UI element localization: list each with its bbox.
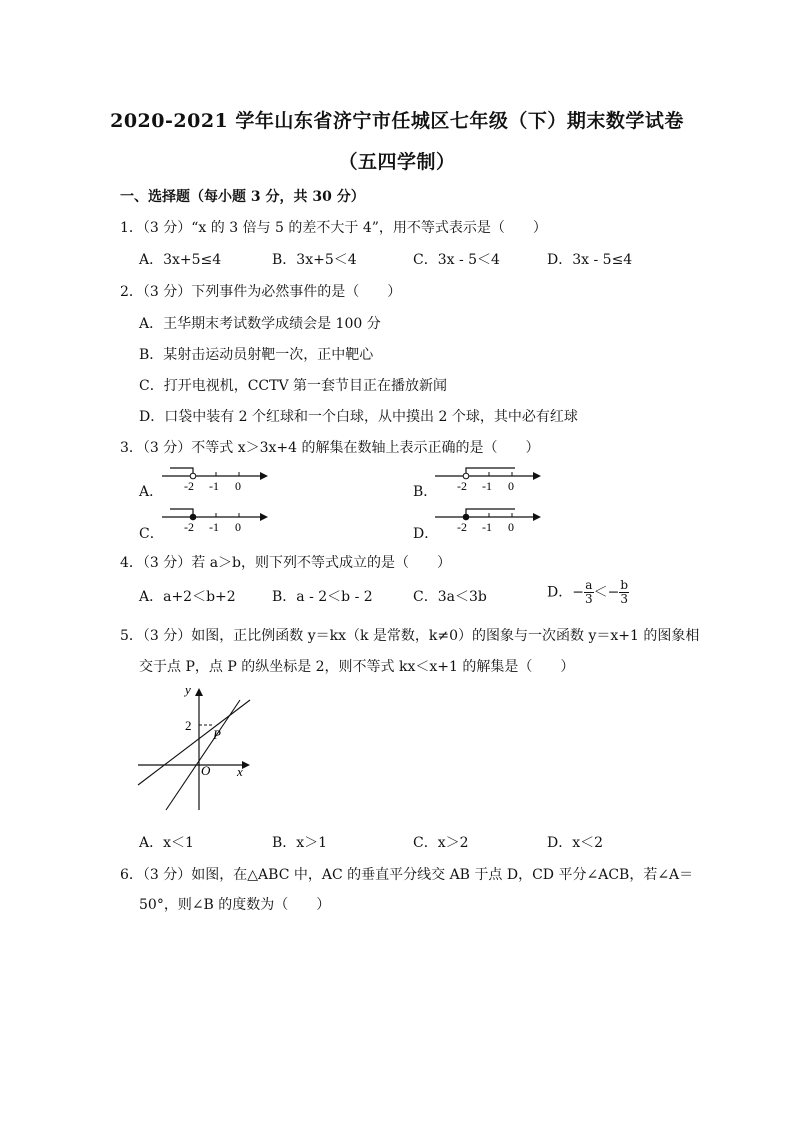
q1-option-b[interactable]: B．3x+5＜4 — [272, 252, 357, 268]
tick-label: -2 — [457, 520, 467, 534]
solution-bracket — [466, 509, 515, 517]
q3-numberline-b — [435, 462, 545, 496]
q1-option-d[interactable]: D．3x - 5≤4 — [547, 252, 633, 268]
tick-label: -2 — [184, 520, 194, 534]
point-p-label: P — [213, 727, 221, 742]
tick-label: 0 — [508, 479, 514, 493]
open-circle — [463, 473, 469, 479]
line-x-plus-1 — [138, 700, 250, 785]
solution-bracket — [170, 509, 193, 517]
question-6-stem-line2: 50°，则∠B 的度数为（ ） — [139, 897, 331, 913]
tick-label: 0 — [235, 520, 241, 534]
question-3-stem: 3．（3 分）不等式 x＞3x+4 的解集在数轴上表示正确的是（ ） — [120, 440, 540, 456]
x-axis-arrow — [242, 761, 250, 769]
q1-option-a[interactable]: A．3x+5≤4 — [139, 252, 222, 268]
q5-option-a[interactable]: A．x＜1 — [139, 835, 194, 851]
tick-label: -1 — [482, 520, 492, 534]
axis-arrow — [533, 513, 541, 521]
q5-graph-figure — [130, 680, 255, 815]
q1-option-c[interactable]: C．3x - 5＜4 — [413, 252, 500, 268]
q4-option-d[interactable] — [547, 579, 629, 606]
fraction-a-over-3 — [584, 579, 594, 606]
q4-option-c[interactable]: C．3a＜3b — [413, 589, 487, 605]
q3-option-c[interactable]: C． — [139, 526, 164, 542]
y-axis-arrow — [195, 688, 203, 696]
tick-label: 0 — [235, 479, 241, 493]
question-6-stem-line1: 6．（3 分）如图，在△ABC 中，AC 的垂直平分线交 AB 于点 D，CD 平分∠ACB，若∠A＝ — [120, 867, 694, 883]
question-1-stem: 1．（3 分）“x 的 3 倍与 5 的差不大于 4”，用不等式表示是（ ） — [120, 220, 547, 236]
axis-arrow — [533, 472, 541, 480]
page-title: 2020-2021 学年山东省济宁市任城区七年级（下）期末数学试卷 — [110, 110, 684, 132]
tick-label: -2 — [457, 479, 467, 493]
minus-sign: − — [572, 584, 584, 601]
question-5-stem-line1: 5．（3 分）如图，正比例函数 y＝kx（k 是常数，k≠0）的图象与一次函数 y＝x+1 的图象相 — [120, 628, 700, 644]
tick-label: -2 — [184, 479, 194, 493]
question-4-stem: 4．（3 分）若 a＞b，则下列不等式成立的是（ ） — [120, 555, 452, 571]
axis-arrow — [260, 513, 268, 521]
numerator: a — [585, 578, 593, 592]
y-value-label: 2 — [185, 718, 192, 733]
x-axis-label: x — [237, 764, 243, 779]
tick-label: -1 — [482, 479, 492, 493]
q4-option-d-label: D． — [547, 584, 573, 601]
q3-numberline-c — [162, 503, 272, 537]
q2-option-c[interactable]: C．打开电视机，CCTV 第一套节目正在播放新闻 — [139, 378, 448, 394]
q5-option-d[interactable]: D．x＜2 — [547, 835, 604, 851]
tick-label: -1 — [209, 479, 219, 493]
q3-numberline-d — [435, 503, 545, 537]
q3-option-b[interactable]: B． — [413, 484, 438, 500]
q2-option-b[interactable]: B．某射击运动员射靶一次，正中靶心 — [139, 347, 374, 363]
question-2-stem: 2．（3 分）下列事件为必然事件的是（ ） — [120, 284, 402, 300]
q2-option-d[interactable]: D．口袋中装有 2 个红球和一个白球，从中摸出 2 个球，其中必有红球 — [139, 409, 578, 425]
axis-arrow — [260, 472, 268, 480]
tick-label: -1 — [209, 520, 219, 534]
q4-option-b[interactable]: B．a - 2＜b - 2 — [272, 589, 373, 605]
section-heading: 一、选择题（每小题 3 分，共 30 分） — [120, 189, 365, 205]
q3-option-d[interactable]: D． — [413, 526, 439, 542]
fraction-b-over-3 — [619, 579, 629, 606]
origin-label: O — [201, 763, 211, 778]
closed-dot — [190, 514, 196, 520]
q5-option-c[interactable]: C．x＞2 — [413, 835, 469, 851]
less-than-minus: ＜− — [593, 584, 620, 601]
question-5-stem-line2: 交于点 P，点 P 的纵坐标是 2，则不等式 kx＜x+1 的解集是（ ） — [139, 659, 575, 675]
page-subtitle: （五四学制） — [338, 151, 456, 173]
open-circle — [190, 473, 196, 479]
solution-bracket — [170, 468, 193, 476]
numerator: b — [620, 578, 629, 592]
denominator: 3 — [584, 592, 593, 606]
q3-option-a[interactable]: A． — [139, 484, 164, 500]
solution-bracket — [466, 468, 515, 476]
q3-numberline-a — [162, 462, 272, 496]
q2-option-a[interactable]: A．王华期末考试数学成绩会是 100 分 — [139, 316, 381, 332]
denominator: 3 — [620, 592, 628, 606]
q5-option-b[interactable]: B．x＞1 — [272, 835, 328, 851]
closed-dot — [463, 514, 469, 520]
tick-label: 0 — [508, 520, 514, 534]
y-axis-label: y — [185, 682, 191, 697]
q4-option-a[interactable]: A．a+2＜b+2 — [139, 589, 236, 605]
